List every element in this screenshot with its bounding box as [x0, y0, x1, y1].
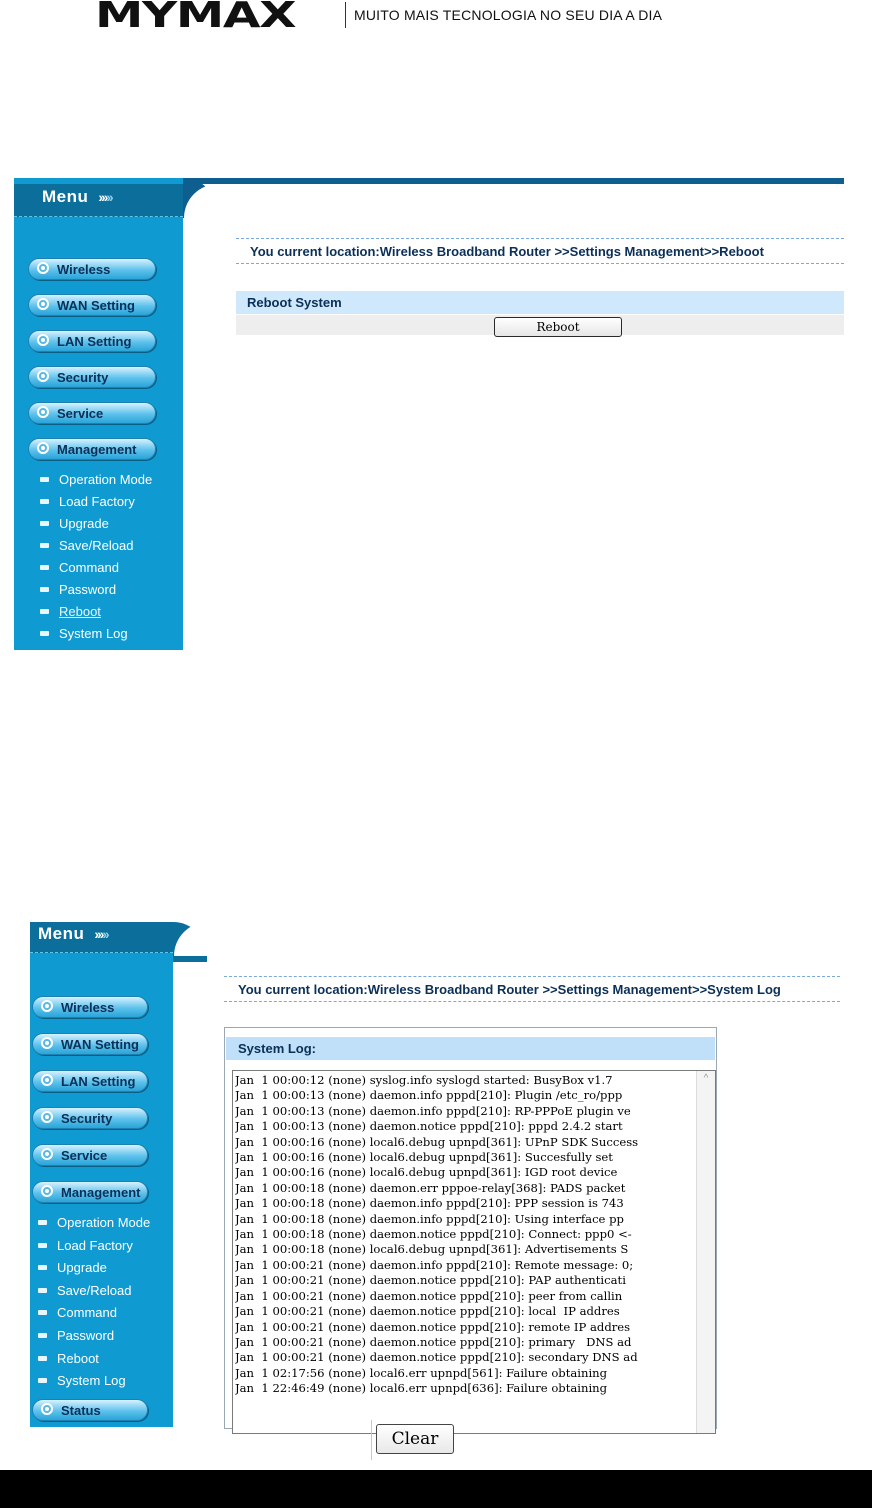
menu-arrows-dim: ›› — [106, 189, 112, 205]
sidebar-item-label: Wireless — [61, 1000, 115, 1015]
scroll-up-icon[interactable]: ^ — [703, 1073, 709, 1084]
bullet-icon — [40, 631, 49, 636]
submenu-label: Reboot — [57, 1350, 99, 1366]
bullet-icon — [40, 609, 49, 614]
log-line: Jan 1 00:00:21 (none) daemon.notice pppd[210]: PAP authenticati — [235, 1273, 626, 1288]
sidebar-item-label: Status — [61, 1403, 101, 1418]
bullet-icon — [40, 521, 49, 526]
log-line: Jan 1 00:00:16 (none) local6.debug upnpd[361]: Succesfully set — [235, 1150, 613, 1165]
target-icon — [41, 1111, 53, 1123]
bullet-icon — [38, 1356, 47, 1361]
log-line: Jan 1 00:00:18 (none) daemon.info pppd[210]: Using interface pp — [235, 1211, 624, 1226]
log-line: Jan 1 00:00:21 (none) daemon.notice pppd[210]: primary DNS ad — [235, 1334, 632, 1349]
log-line: Jan 1 00:00:21 (none) daemon.notice pppd[210]: remote IP addres — [235, 1319, 631, 1334]
sidebar-item-wireless[interactable] — [28, 258, 156, 280]
sidebar-item-label: LAN Setting — [61, 1074, 136, 1089]
submenu-label: Save/Reload — [59, 537, 134, 553]
bullet-icon — [38, 1310, 47, 1315]
log-line: Jan 1 00:00:13 (none) daemon.info pppd[210]: Plugin /etc_ro/ppp — [235, 1088, 623, 1103]
sidebar-item-service[interactable] — [28, 402, 156, 424]
menu-arrows-dim: ›› — [102, 926, 108, 942]
submenu-operation-mode[interactable] — [40, 469, 152, 489]
sidebar-item-label: LAN Setting — [57, 334, 132, 349]
log-line: Jan 1 00:00:13 (none) daemon.notice pppd[210]: pppd 2.4.2 start — [235, 1119, 623, 1134]
sidebar-item-lan-setting[interactable] — [32, 1070, 148, 1092]
submenu-label: Load Factory — [59, 493, 135, 509]
reboot-screen — [14, 178, 844, 650]
section-title: Reboot System — [236, 290, 844, 314]
sidebar-item-security[interactable] — [28, 366, 156, 388]
target-icon — [41, 1403, 53, 1415]
sidebar-item-wireless[interactable] — [32, 996, 148, 1018]
target-icon — [41, 1148, 53, 1160]
sidebar-item-wan-setting[interactable] — [32, 1033, 148, 1055]
sidebar-item-label: Service — [61, 1148, 108, 1163]
submenu-command[interactable] — [38, 1302, 117, 1322]
sidebar-item-management[interactable] — [32, 1181, 148, 1203]
scrollbar[interactable] — [696, 1071, 715, 1433]
sidebar-item-label: Security — [61, 1111, 113, 1126]
sidebar-item-label: Management — [57, 442, 137, 457]
sidebar-item-wan-setting[interactable] — [28, 294, 156, 316]
sidebar-item-label: Service — [57, 406, 104, 421]
submenu-label: Operation Mode — [57, 1214, 151, 1230]
target-icon — [41, 1074, 53, 1086]
submenu-label: System Log — [57, 1372, 126, 1388]
submenu-label: Reboot — [59, 603, 101, 619]
submenu-load-factory[interactable] — [40, 491, 135, 511]
bottom-band — [0, 1470, 872, 1508]
reboot-button[interactable]: Reboot — [494, 317, 622, 337]
section-title: System Log: — [226, 1036, 715, 1060]
target-icon — [37, 262, 49, 274]
menu-arrows-bright: ››› — [94, 926, 103, 942]
submenu-reboot[interactable] — [40, 601, 101, 621]
submenu-load-factory[interactable] — [38, 1235, 133, 1255]
submenu-system-log[interactable] — [38, 1370, 126, 1390]
menu-header — [30, 922, 173, 953]
submenu-password[interactable] — [40, 579, 116, 599]
submenu-label: Save/Reload — [57, 1282, 132, 1298]
target-icon — [37, 298, 49, 310]
submenu-upgrade[interactable] — [40, 513, 109, 533]
sidebar-menu — [14, 178, 183, 650]
log-line: Jan 1 00:00:16 (none) local6.debug upnpd[361]: IGD root device — [235, 1165, 618, 1180]
submenu-upgrade[interactable] — [38, 1257, 107, 1277]
bullet-icon — [40, 499, 49, 504]
target-icon — [41, 1185, 53, 1197]
submenu-reboot[interactable] — [38, 1348, 99, 1368]
log-line: Jan 1 00:00:18 (none) local6.debug upnpd[361]: Advertisements S — [235, 1242, 629, 1257]
submenu-label: Command — [59, 559, 119, 575]
submenu-label: Operation Mode — [59, 471, 153, 487]
menu-title — [38, 924, 108, 944]
log-textarea[interactable] — [232, 1070, 716, 1434]
target-icon — [41, 1037, 53, 1049]
sidebar-item-status[interactable] — [32, 1399, 148, 1421]
menu-title-text: Menu — [38, 924, 85, 943]
clear-log-button[interactable]: Clear — [376, 1424, 454, 1454]
log-line: Jan 1 02:17:56 (none) local6.err upnpd[561]: Failure obtaining — [235, 1365, 608, 1380]
menu-arrows-icon — [94, 926, 107, 942]
submenu-save-reload[interactable] — [40, 535, 133, 555]
menu-title — [42, 187, 112, 207]
brand-logo: MYMAX — [95, 0, 296, 36]
log-line: Jan 1 00:00:18 (none) daemon.info pppd[210]: PPP session is 743 — [235, 1196, 624, 1211]
breadcrumb: You current location:Wireless Broadband Router >>Settings Management>>System Log — [224, 976, 840, 1002]
submenu-label: System Log — [59, 625, 128, 641]
target-icon — [41, 1000, 53, 1012]
menu-arrows-bright: ››› — [98, 189, 107, 205]
target-icon — [37, 370, 49, 382]
submenu-save-reload[interactable] — [38, 1280, 131, 1300]
submenu-label: Password — [57, 1327, 115, 1343]
bullet-icon — [38, 1265, 47, 1270]
target-icon — [37, 406, 49, 418]
target-icon — [37, 442, 49, 454]
sidebar-item-lan-setting[interactable] — [28, 330, 156, 352]
log-line: Jan 1 00:00:18 (none) daemon.notice pppd[210]: Connect: ppp0 <- — [235, 1227, 632, 1242]
log-line: Jan 1 00:00:21 (none) daemon.notice pppd[210]: local IP addres — [235, 1304, 620, 1319]
bullet-icon — [38, 1243, 47, 1248]
sidebar-menu — [30, 922, 173, 1427]
sidebar-item-service[interactable] — [32, 1144, 148, 1166]
bullet-icon — [40, 543, 49, 548]
submenu-label: Password — [59, 581, 117, 597]
log-line: Jan 1 00:00:13 (none) daemon.info pppd[210]: RP-PPPoE plugin ve — [235, 1103, 631, 1118]
submenu-system-log[interactable] — [40, 623, 128, 643]
breadcrumb: You current location:Wireless Broadband Router >>Settings Management>>Reboot — [236, 238, 844, 264]
brand-tagline: MUITO MAIS TECNOLOGIA NO SEU DIA A DIA — [354, 7, 663, 23]
menu-arrows-icon — [98, 189, 111, 205]
log-lines — [235, 1073, 695, 1397]
sidebar-item-label: Wireless — [57, 262, 111, 277]
sidebar-item-label: WAN Setting — [61, 1037, 139, 1052]
submenu-password[interactable] — [38, 1325, 114, 1345]
target-icon — [37, 334, 49, 346]
bullet-icon — [38, 1378, 47, 1383]
bullet-icon — [40, 477, 49, 482]
sidebar-item-management[interactable] — [28, 438, 156, 460]
bullet-icon — [40, 587, 49, 592]
sidebar-item-security[interactable] — [32, 1107, 148, 1129]
menu-header — [14, 184, 183, 217]
log-line: Jan 1 00:00:18 (none) daemon.err pppoe-relay[368]: PADS packet — [235, 1180, 626, 1195]
log-line: Jan 1 22:46:49 (none) local6.err upnpd[636]: Failure obtaining — [235, 1381, 608, 1396]
submenu-label: Command — [57, 1304, 117, 1320]
log-line: Jan 1 00:00:16 (none) local6.debug upnpd[361]: UPnP SDK Success — [235, 1134, 639, 1149]
sidebar-item-label: Security — [57, 370, 109, 385]
system-log-screen — [30, 922, 840, 1427]
bullet-icon — [38, 1220, 47, 1225]
submenu-command[interactable] — [40, 557, 119, 577]
submenu-label: Load Factory — [57, 1237, 133, 1253]
sidebar-item-label: Management — [61, 1185, 141, 1200]
system-log-panel — [224, 1027, 717, 1429]
menu-title-text: Menu — [42, 187, 89, 206]
divider — [371, 1420, 372, 1460]
submenu-label: Upgrade — [59, 515, 109, 531]
log-line: Jan 1 00:00:21 (none) daemon.info pppd[210]: Remote message: 0; — [235, 1257, 634, 1272]
bullet-icon — [38, 1333, 47, 1338]
log-line: Jan 1 00:00:21 (none) daemon.notice pppd[210]: peer from callin — [235, 1288, 623, 1303]
sidebar-item-label: WAN Setting — [57, 298, 135, 313]
brand-header — [95, 0, 663, 36]
submenu-operation-mode[interactable] — [38, 1212, 150, 1232]
submenu-label: Upgrade — [57, 1259, 107, 1275]
log-line: Jan 1 00:00:21 (none) daemon.notice pppd[210]: secondary DNS ad — [235, 1350, 638, 1365]
bullet-icon — [38, 1288, 47, 1293]
log-line: Jan 1 00:00:12 (none) syslog.info syslogd started: BusyBox v1.7 — [235, 1073, 613, 1087]
bullet-icon — [40, 565, 49, 570]
